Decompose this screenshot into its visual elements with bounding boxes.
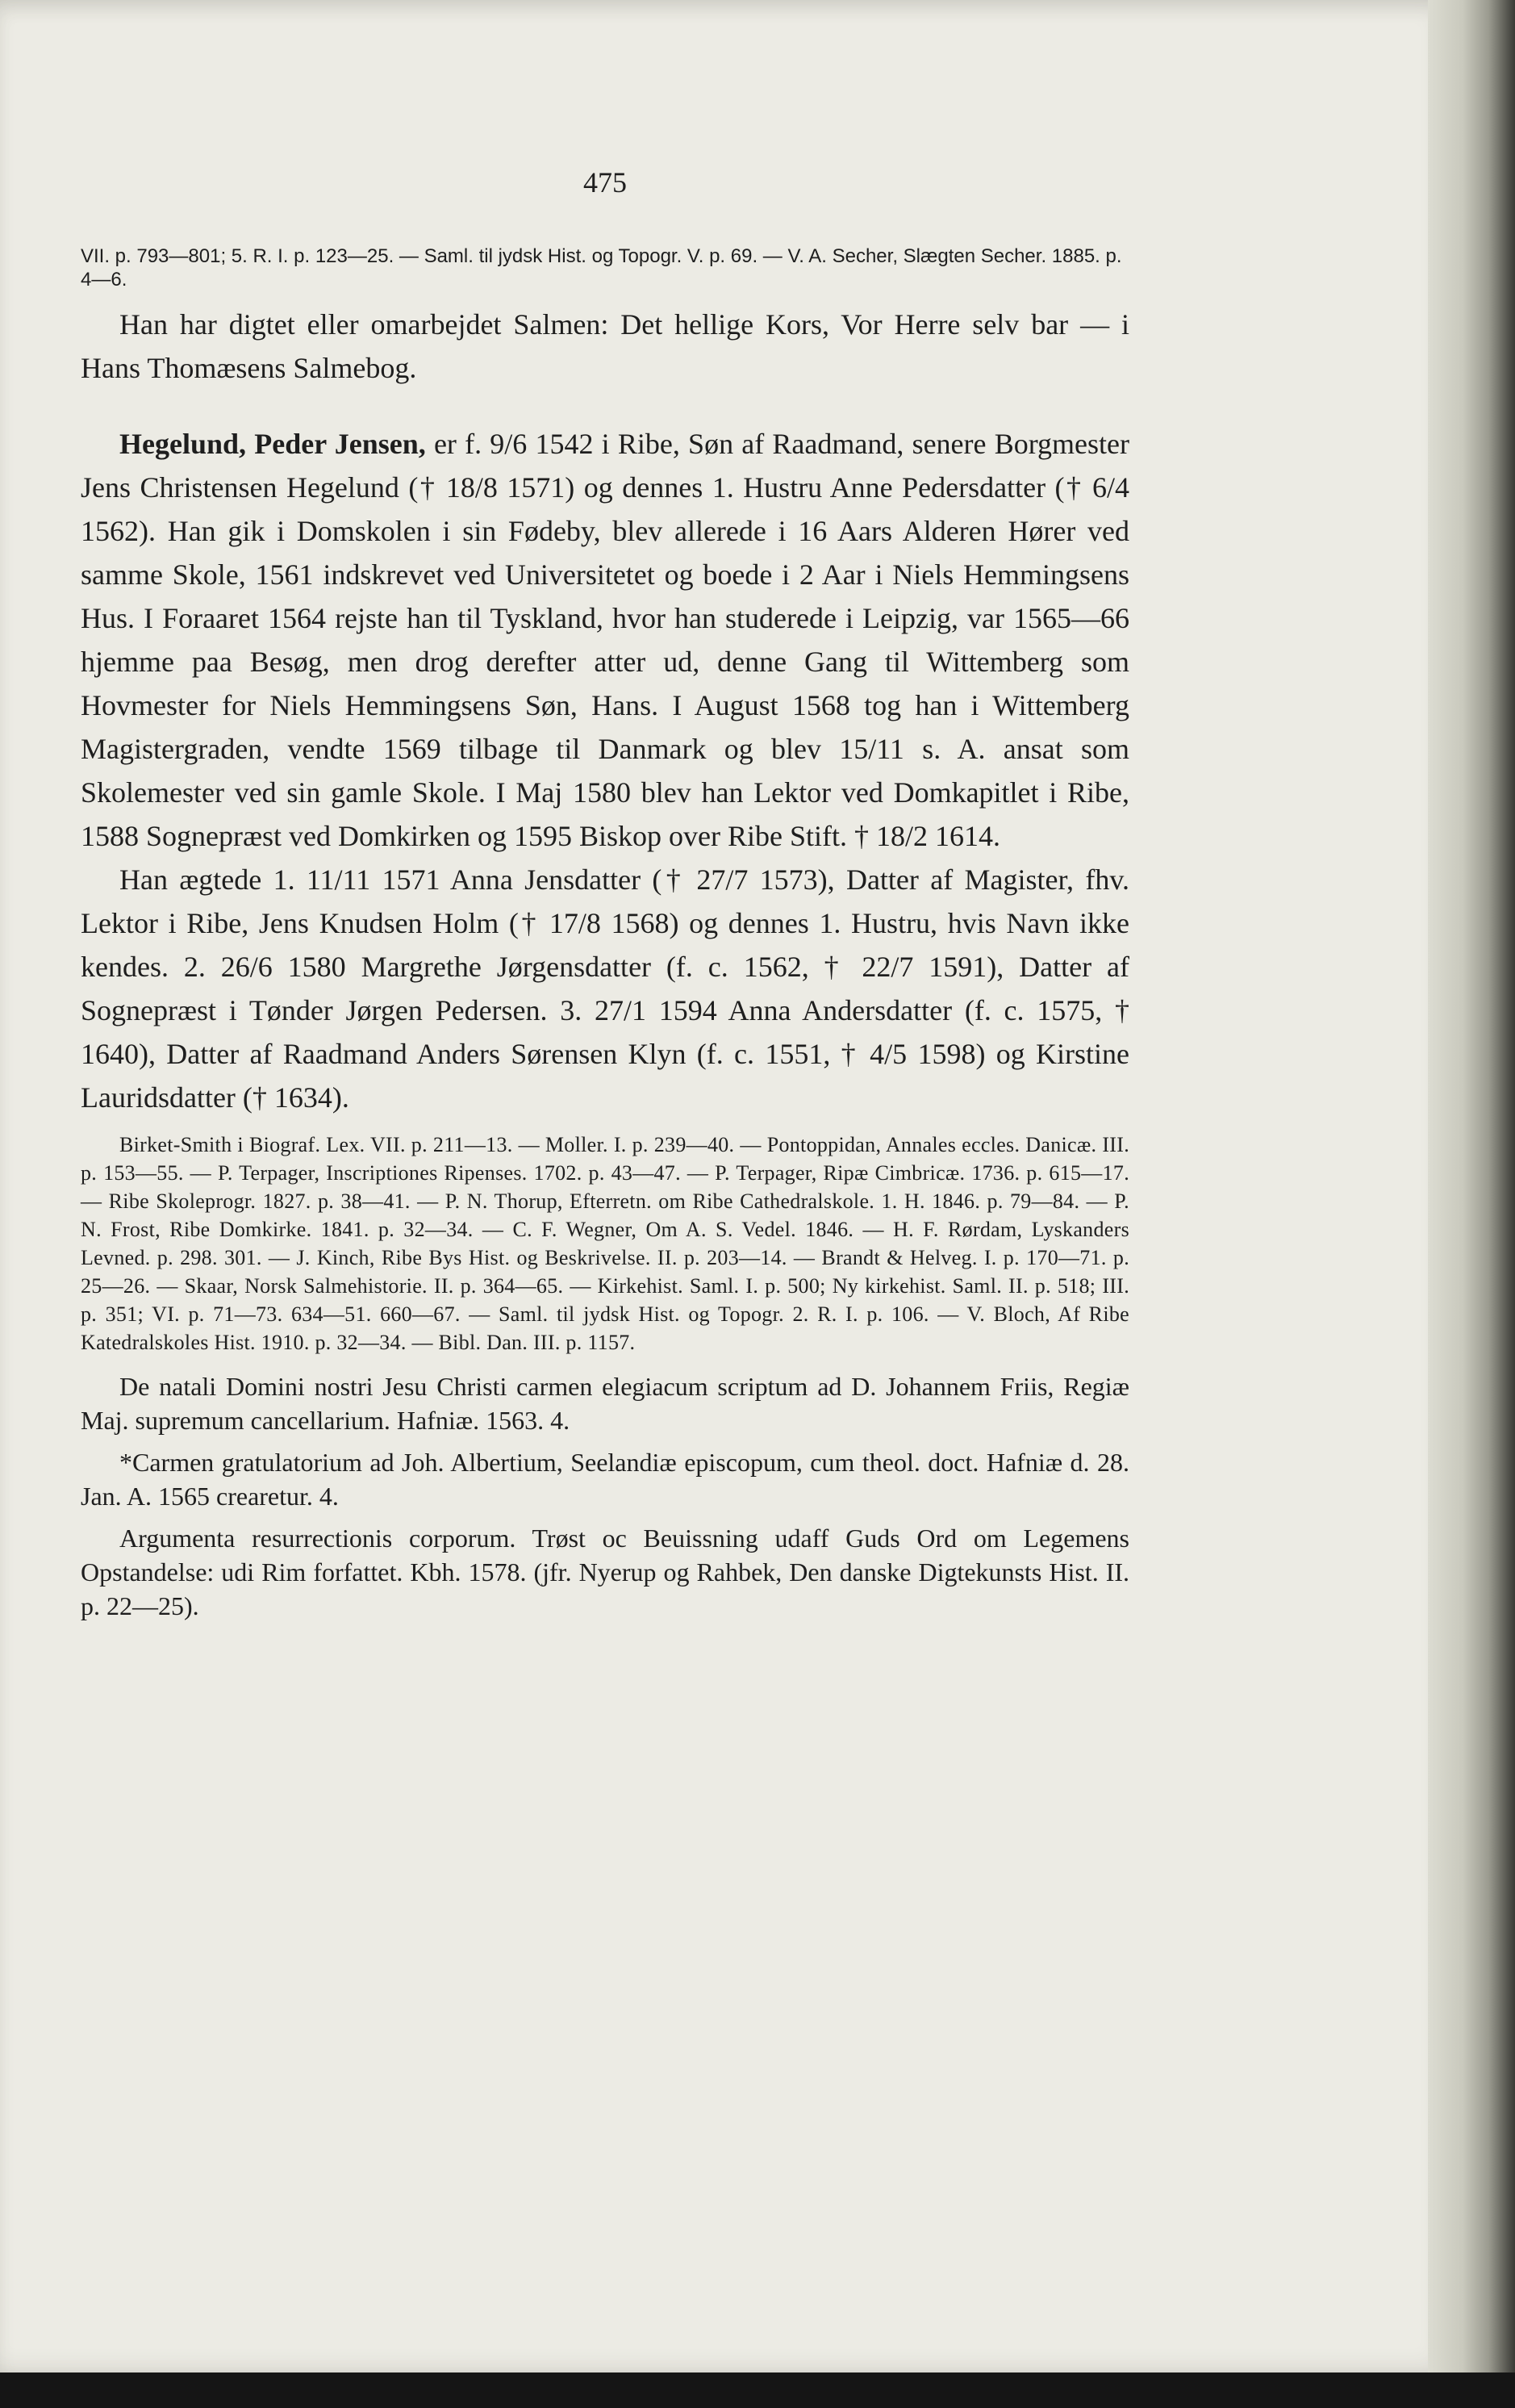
page-number: 475 xyxy=(583,166,627,199)
entry-paragraph-marriages: Han ægtede 1. 11/11 1571 Anna Jensdatter († 27/7 1573), Datter af Magister, fhv. Lektor i Ribe, Jens Knudsen Holm († 17/8 1568) og dennes 1. Hustru, hvis Navn ikke kendes. 2. 26/6 1580 Margrethe Jørgensdatter (f. c. 1562, † 22/7 1591), Datter af Sognepræst i Tønder Jørgen Pedersen. 3. 27/1 1594 Anna Andersdatter (f. c. 1575, † 1640), Datter af Raadmand Anders Sørensen Klyn (f. c. 1551, † 4/5 1598) og Kirstine Lauridsdatter († 1634). xyxy=(81,863,1129,1114)
work-item: De natali Domini nostri Jesu Christi carmen elegiacum scriptum ad D. Johannem Friis, Regiæ Maj. supremum cancellarium. Hafniæ. 1563. 4. xyxy=(81,1372,1129,1435)
entry-headword: Hegelund, Peder Jensen, xyxy=(119,428,426,460)
page-text xyxy=(81,165,1129,1631)
salmen-note: Han har digtet eller omarbejdet Salmen: Det hellige Kors, Vor Herre selv bar — i Hans Thomæsens Salmebog. xyxy=(81,308,1129,384)
work-item: *Carmen gratulatorium ad Joh. Albertium, Seelandiæ episcopum, cum theol. doct. Hafniæ d. 28. Jan. A. 1565 crearetur. 4. xyxy=(81,1448,1129,1511)
work-item: Argumenta resurrectionis corporum. Trøst oc Beuissning udaff Guds Ord om Legemens Opstandelse: udi Rim forfattet. Kbh. 1578. (jfr. Nyerup og Rahbek, Den danske Digtekunsts Hist. II. p. 22—25). xyxy=(81,1524,1129,1620)
reference-list-previous: VII. p. 793—801; 5. R. I. p. 123—25. — Saml. til jydsk Hist. og Topogr. V. p. 69. — V. A. Secher, Slægten Secher. 1885. p. 4—6. xyxy=(81,245,1122,291)
entry-paragraph-biography xyxy=(81,422,1129,858)
entry-biography-text: er f. 9/6 1542 i Ribe, Søn af Raadmand, senere Borgmester Jens Christensen Hegelund († 18/8 1571) og dennes 1. Hustru Anne Pedersdatter († 6/4 1562). Han gik i Domskolen i sin Fødeby, blev allerede i 16 Aars Alderen Hører ved samme Skole, 1561 indskrevet ved Universitetet og boede i 2 Aar i Niels Hemmingsens Hus. I Foraaret 1564 rejste han til Tyskland, hvor han studerede i Leipzig, var 1565—66 hjemme paa Besøg, men drog derefter atter ud, denne Gang til Wittemberg som Hovmester for Niels Hemmingsens Søn, Hans. I August 1568 tog han i Wittemberg Magistergraden, vendte 1569 tilbage til Danmark og blev 15/11 s. A. ansat som Skolemester ved sin gamle Skole. I Maj 1580 blev han Lektor ved Domkapitlet i Ribe, 1588 Sognepræst ved Domkirken og 1595 Biskop over Ribe Stift. † 18/2 1614. xyxy=(81,428,1130,852)
scan-border xyxy=(0,2372,1515,2408)
page-edge xyxy=(1428,0,1515,2372)
entry-reference-list: Birket-Smith i Biograf. Lex. VII. p. 211—13. — Moller. I. p. 239—40. — Pontoppidan, Annales eccles. Danicæ. III. p. 153—55. — P. Terpager, Inscriptiones Ripenses. 1702. p. 43—47. — P. Terpager, Ripæ Cimbricæ. 1736. p. 615—17. — Ribe Skoleprogr. 1827. p. 38—41. — P. N. Thorup, Efterretn. om Ribe Cathedralskole. 1. H. 1846. p. 79—84. — P. N. Frost, Ribe Domkirke. 1841. p. 32—34. — C. F. Wegner, Om A. S. Vedel. 1846. — H. F. Rørdam, Lyskanders Levned. p. 298. 301. — J. Kinch, Ribe Bys Hist. og Beskrivelse. II. p. 203—14. — Brandt & Helveg. I. p. 170—71. p. 25—26. — Skaar, Norsk Salmehistorie. II. p. 364—65. — Kirkehist. Saml. I. p. 500; Ny kirkehist. Saml. II. p. 518; III. p. 351; VI. p. 71—73. 634—51. 660—67. — Saml. til jydsk Hist. og Topogr. 2. R. I. p. 106. — V. Bloch, Af Ribe Katedralskoles Hist. 1910. p. 32—34. — Bibl. Dan. III. p. 1157. xyxy=(81,1133,1129,1354)
